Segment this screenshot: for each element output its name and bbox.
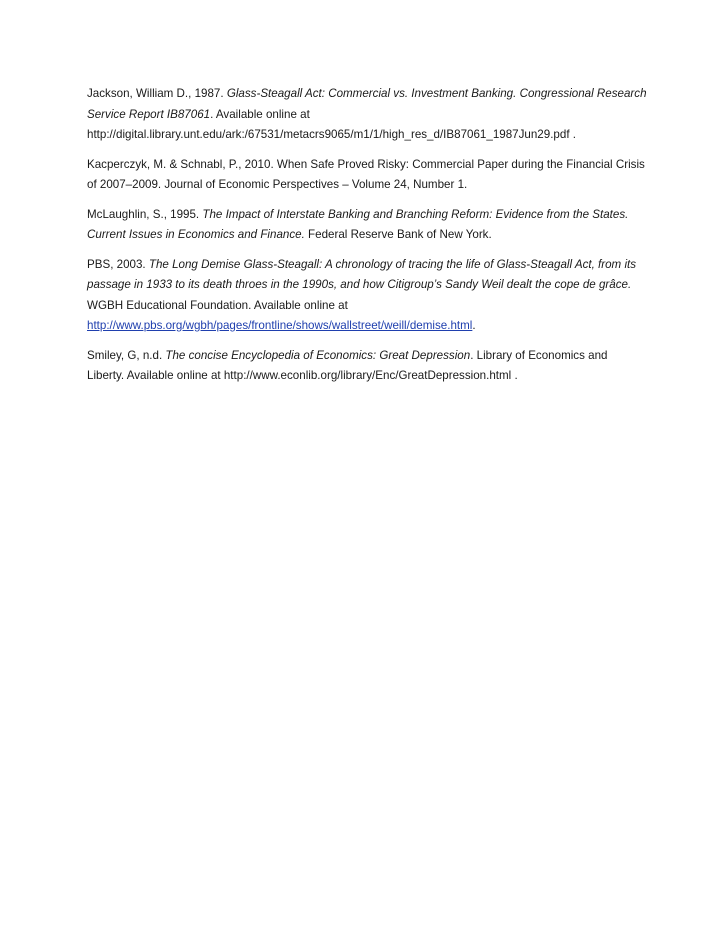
reference-jackson-author-year: Jackson, William D., 1987. bbox=[87, 87, 227, 100]
reference-smiley-title: The concise Encyclopedia of Economics: Great Depression bbox=[165, 348, 471, 362]
reference-mclaughlin bbox=[87, 205, 647, 246]
reference-pbs-title: The Long Demise Glass-Steagall: A chronology of tracing the life of Glass-Steagall Act, from its passage in 1933 to its death throes in the 1990s, and how Citigroup’s Sandy Weil dealt the cope de grâce. bbox=[87, 257, 637, 291]
reference-pbs-author-year: PBS, 2003. bbox=[87, 257, 149, 271]
reference-pbs-period: . bbox=[472, 319, 476, 332]
reference-smiley bbox=[87, 346, 647, 387]
reference-kacperczyk-text: Kacperczyk, M. & Schnabl, P., 2010. When Safe Proved Risky: Commercial Paper during the Financial Crisis of 2007–2009. Journal of Economic Perspectives – Volume 24, Number 1. bbox=[87, 157, 645, 191]
reference-mclaughlin-author-year: McLaughlin, S., 1995. bbox=[87, 207, 203, 221]
reference-jackson-source: . Available online at http://digital.library.unt.edu/ark:/67531/metacrs9065/m1/1/high_res_d/IB87061_1987Jun29.pdf . bbox=[87, 107, 576, 141]
reference-kacperczyk bbox=[87, 155, 647, 196]
reference-list bbox=[87, 84, 647, 396]
reference-pbs bbox=[87, 255, 647, 337]
reference-mclaughlin-title: The Impact of Interstate Banking and Branching Reform: Evidence from the States. Current Issues in Economics and Finance. bbox=[87, 207, 629, 241]
reference-pbs-link[interactable]: http://www.pbs.org/wgbh/pages/frontline/shows/wallstreet/weill/demise.html bbox=[87, 319, 473, 332]
reference-pbs-publisher: WGBH Educational Foundation. Available online at bbox=[87, 298, 348, 312]
reference-smiley-author-year: Smiley, G, n.d. bbox=[87, 348, 166, 362]
reference-jackson bbox=[87, 84, 647, 146]
reference-mclaughlin-publisher: Federal Reserve Bank of New York. bbox=[304, 228, 492, 241]
reference-jackson-title: Glass-Steagall Act: Commercial vs. Investment Banking. Congressional Research Service Report IB87061 bbox=[87, 87, 647, 121]
reference-smiley-source: . Library of Economics and Liberty. Available online at http://www.econlib.org/library/Enc/GreatDepression.html . bbox=[87, 348, 608, 382]
